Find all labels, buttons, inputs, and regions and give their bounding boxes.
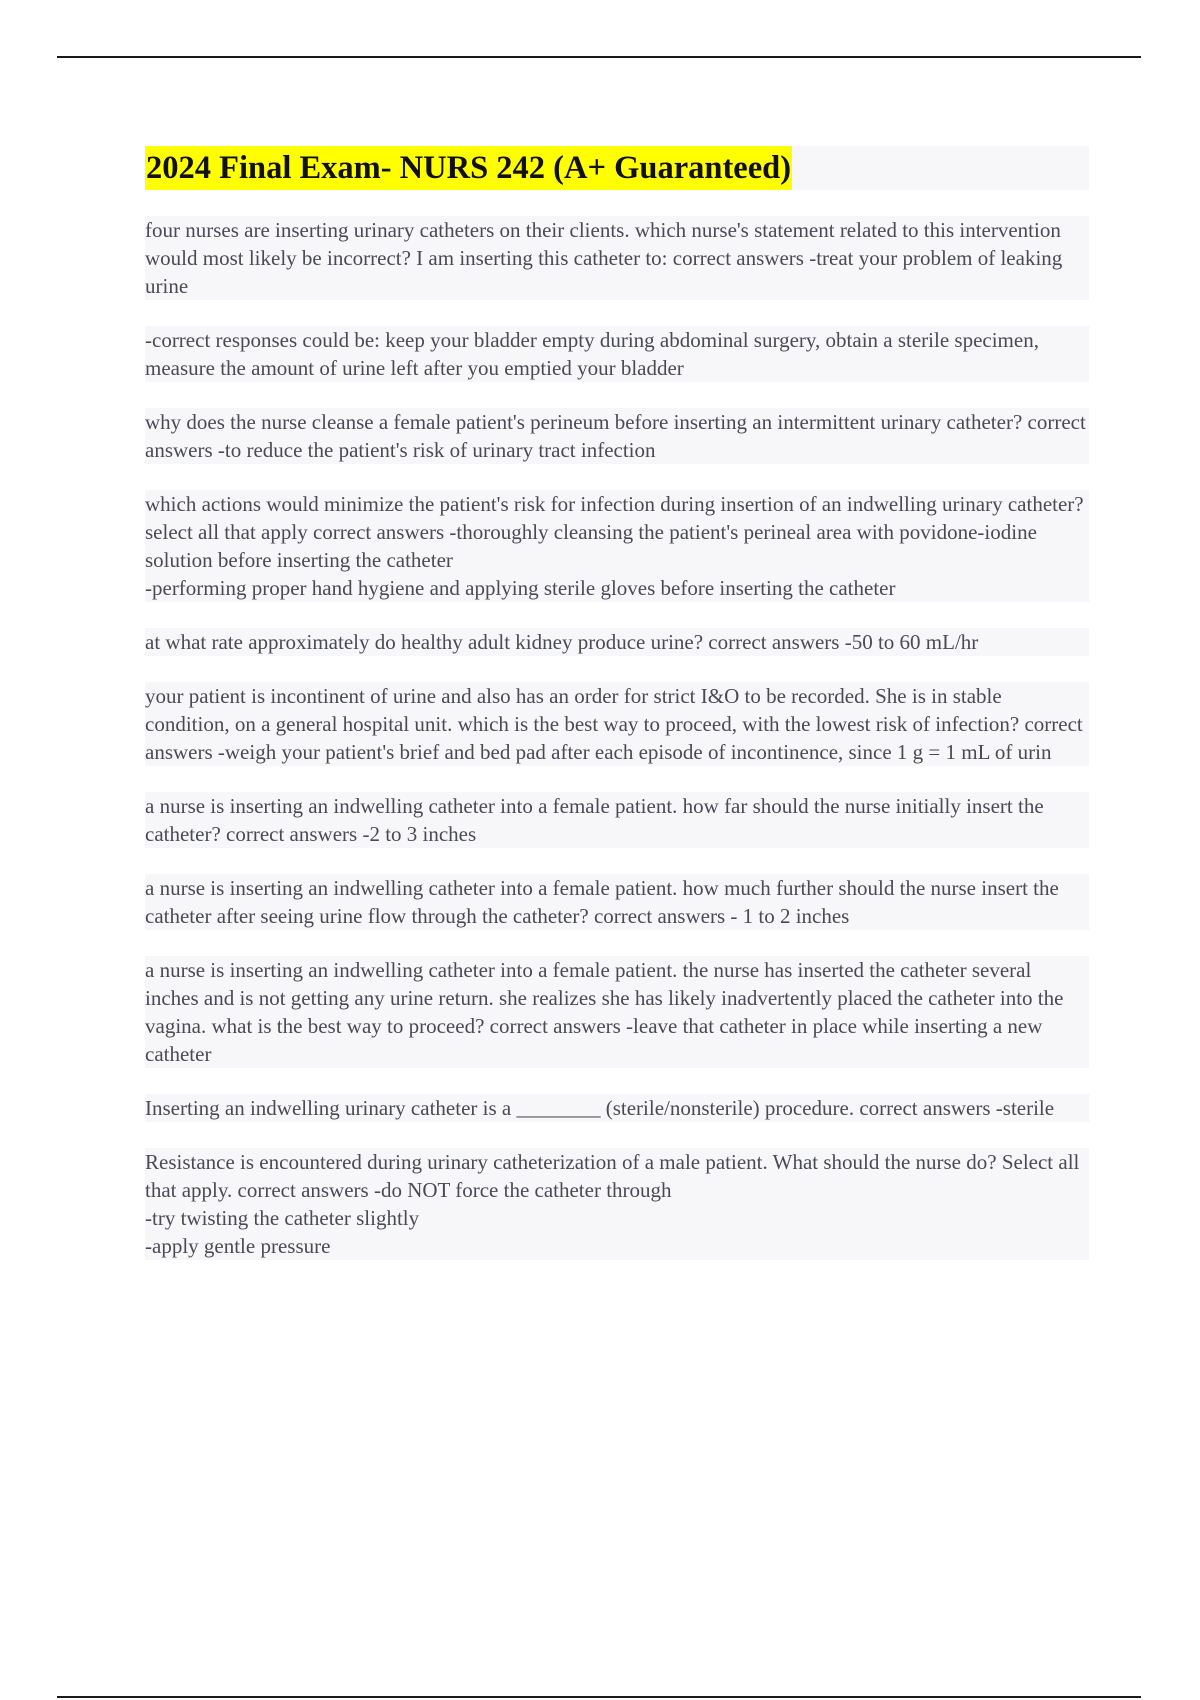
qa-paragraph: at what rate approximately do healthy adult kidney produce urine? correct answers -50 to 60 mL/hr (145, 628, 1089, 656)
header-rule (57, 56, 1141, 58)
qa-paragraph: -correct responses could be: keep your bladder empty during abdominal surgery, obtain a sterile specimen, measure the amount of urine left after you emptied your bladder (145, 326, 1089, 382)
qa-paragraph: a nurse is inserting an indwelling catheter into a female patient. how much further should the nurse insert the catheter after seeing urine flow through the catheter? correct answers - 1 to 2 inches (145, 874, 1089, 930)
title-row (145, 146, 1089, 190)
qa-paragraph: a nurse is inserting an indwelling catheter into a female patient. how far should the nurse initially insert the catheter? correct answers -2 to 3 inches (145, 792, 1089, 848)
qa-paragraph: your patient is incontinent of urine and also has an order for strict I&O to be recorded. She is in stable condition, on a general hospital unit. which is the best way to proceed, with the lowest risk of infection? correct answers -weigh your patient's brief and bed pad after each episode of incontinence, since 1 g = 1 mL of urin (145, 682, 1089, 766)
qa-paragraph: four nurses are inserting urinary catheters on their clients. which nurse's statement related to this intervention would most likely be incorrect? I am inserting this catheter to: correct answers -treat your problem of leaking urine (145, 216, 1089, 300)
qa-paragraph: a nurse is inserting an indwelling catheter into a female patient. the nurse has inserted the catheter several inches and is not getting any urine return. she realizes she has likely inadvertently placed the catheter into the vagina. what is the best way to proceed? correct answers -leave that catheter in place while inserting a new catheter (145, 956, 1089, 1068)
qa-paragraph: Resistance is encountered during urinary catheterization of a male patient. What should the nurse do? Select all that apply. correct answers -do NOT force the catheter through -try twisting the catheter slightly -apply gentle pressure (145, 1148, 1089, 1260)
document-title: 2024 Final Exam- NURS 242 (A+ Guaranteed) (145, 146, 792, 190)
qa-list (145, 216, 1089, 1286)
footer-rule (57, 1696, 1141, 1698)
qa-paragraph: Inserting an indwelling urinary catheter is a ________ (sterile/nonsterile) procedure. correct answers -sterile (145, 1094, 1089, 1122)
qa-paragraph: why does the nurse cleanse a female patient's perineum before inserting an intermittent urinary catheter? correct answers -to reduce the patient's risk of urinary tract infection (145, 408, 1089, 464)
qa-paragraph: which actions would minimize the patient's risk for infection during insertion of an indwelling urinary catheter? select all that apply correct answers -thoroughly cleansing the patient's perineal area with povidone-iodine solution before inserting the catheter -performing proper hand hygiene and applying sterile gloves before inserting the catheter (145, 490, 1089, 602)
